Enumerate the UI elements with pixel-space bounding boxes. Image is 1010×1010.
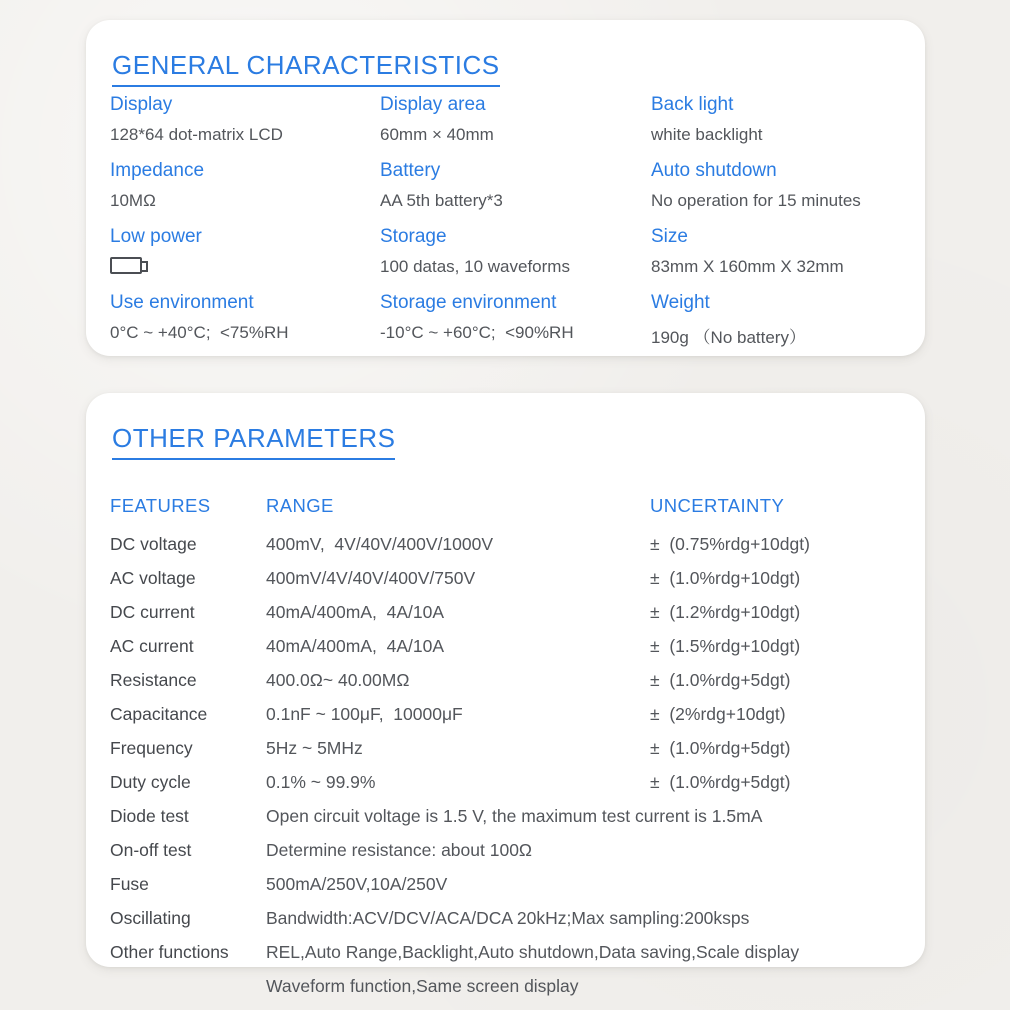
table-row-ac-current: [110, 636, 905, 670]
uncertainty-cell: ± (1.0%rdg+10dgt): [650, 568, 801, 588]
spec-value: 60mm × 40mm: [380, 125, 494, 144]
feature-cell: Other functions: [110, 942, 229, 962]
spec-battery: [380, 158, 651, 224]
spec-label: Storage: [380, 226, 447, 247]
feature-cell: DC voltage: [110, 534, 197, 554]
spec-display: [110, 92, 380, 158]
spec-low-power: [110, 224, 380, 290]
range-cell: 0.1% ~ 99.9%: [266, 772, 376, 792]
spec-value: -10°C ~ +60°C; <90%RH: [380, 323, 574, 342]
features-column-header: FEATURES: [110, 495, 211, 516]
range-cell: Waveform function,Same screen display: [266, 976, 579, 996]
spec-label: Impedance: [110, 160, 205, 181]
spec-value: 0°C ~ +40°C; <75%RH: [110, 323, 289, 342]
spec-use-environment: [110, 290, 380, 356]
uncertainty-cell: ± (1.0%rdg+5dgt): [650, 772, 791, 792]
feature-cell: AC current: [110, 636, 194, 656]
general-spec-grid: [110, 92, 905, 356]
spec-label: Auto shutdown: [651, 160, 777, 181]
spec-storage: [380, 224, 651, 290]
other-parameters-card: [86, 393, 925, 996]
range-cell: Bandwidth:ACV/DCV/ACA/DCA 20kHz;Max sampling:200ksps: [266, 908, 750, 928]
table-row-dc-current: [110, 602, 905, 636]
general-characteristics-card: [86, 20, 925, 356]
spec-label: Display area: [380, 94, 486, 115]
battery-empty-icon: [110, 257, 142, 274]
spec-value: 128*64 dot-matrix LCD: [110, 125, 283, 144]
table-row-dc-voltage: [110, 534, 905, 568]
table-row-capacitance: [110, 704, 905, 738]
feature-cell: AC voltage: [110, 568, 196, 588]
spec-value: No operation for 15 minutes: [651, 191, 861, 210]
spec-value: 83mm X 160mm X 32mm: [651, 257, 844, 276]
uncertainty-cell: ± (1.0%rdg+5dgt): [650, 738, 791, 758]
feature-cell: Capacitance: [110, 704, 208, 724]
uncertainty-cell: ± (2%rdg+10dgt): [650, 704, 786, 724]
general-characteristics-title: GENERAL CHARACTERISTICS: [112, 50, 500, 87]
spec-display-area: [380, 92, 651, 158]
uncertainty-cell: ± (0.75%rdg+10dgt): [650, 534, 810, 554]
table-header-row: [110, 495, 905, 533]
spec-value: 190g （No battery）: [651, 328, 806, 347]
uncertainty-cell: ± (1.2%rdg+10dgt): [650, 602, 801, 622]
feature-cell: Oscillating: [110, 908, 191, 928]
range-cell: Open circuit voltage is 1.5 V, the maximum test current is 1.5mA: [266, 806, 763, 826]
spec-auto-shutdown: [651, 158, 905, 224]
spec-value: AA 5th battery*3: [380, 191, 503, 210]
spec-value: 10MΩ: [110, 191, 156, 210]
spec-value: 100 datas, 10 waveforms: [380, 257, 570, 276]
feature-cell: Resistance: [110, 670, 197, 690]
range-column-header: RANGE: [266, 495, 334, 516]
spec-label: Battery: [380, 160, 441, 181]
uncertainty-column-header: UNCERTAINTY: [650, 495, 785, 516]
parameters-table: [110, 495, 905, 1010]
range-cell: 5Hz ~ 5MHz: [266, 738, 363, 758]
range-cell: 0.1nF ~ 100μF, 10000μF: [266, 704, 463, 724]
range-cell: Determine resistance: about 100Ω: [266, 840, 533, 860]
feature-cell: On-off test: [110, 840, 192, 860]
other-parameters-title: OTHER PARAMETERS: [112, 423, 395, 460]
range-cell: 500mA/250V,10A/250V: [266, 874, 448, 894]
feature-cell: Fuse: [110, 874, 149, 894]
spec-value: white backlight: [651, 125, 763, 144]
range-cell: 40mA/400mA, 4A/10A: [266, 602, 445, 622]
table-row-on-off-test: [110, 840, 905, 874]
table-row-fuse: [110, 874, 905, 908]
spec-label: Back light: [651, 94, 734, 115]
table-row-ac-voltage: [110, 568, 905, 602]
table-row-oscillating: [110, 908, 905, 942]
spec-weight: [651, 290, 905, 356]
spec-label: Storage environment: [380, 292, 557, 313]
range-cell: REL,Auto Range,Backlight,Auto shutdown,Data saving,Scale display: [266, 942, 800, 962]
spec-storage-environment: [380, 290, 651, 356]
table-row-frequency: [110, 738, 905, 772]
table-row-other-functions: [110, 942, 905, 976]
range-cell: 400mV, 4V/40V/400V/1000V: [266, 534, 494, 554]
spec-label: Weight: [651, 292, 710, 313]
spec-impedance: [110, 158, 380, 224]
range-cell: 400mV/4V/40V/400V/750V: [266, 568, 476, 588]
feature-cell: DC current: [110, 602, 195, 622]
spec-back-light: [651, 92, 905, 158]
feature-cell: Diode test: [110, 806, 189, 826]
feature-cell: Duty cycle: [110, 772, 191, 792]
range-cell: 400.0Ω~ 40.00MΩ: [266, 670, 410, 690]
table-row-diode-test: [110, 806, 905, 840]
range-cell: 40mA/400mA, 4A/10A: [266, 636, 445, 656]
spec-label: Low power: [110, 226, 202, 247]
table-row-resistance: [110, 670, 905, 704]
uncertainty-cell: ± (1.5%rdg+10dgt): [650, 636, 801, 656]
spec-label: Size: [651, 226, 688, 247]
feature-cell: Frequency: [110, 738, 193, 758]
table-row-other-functions-continued: [110, 976, 905, 1010]
uncertainty-cell: ± (1.0%rdg+5dgt): [650, 670, 791, 690]
spec-label: Display: [110, 94, 173, 115]
spec-label: Use environment: [110, 292, 254, 313]
spec-size: [651, 224, 905, 290]
table-row-duty-cycle: [110, 772, 905, 806]
